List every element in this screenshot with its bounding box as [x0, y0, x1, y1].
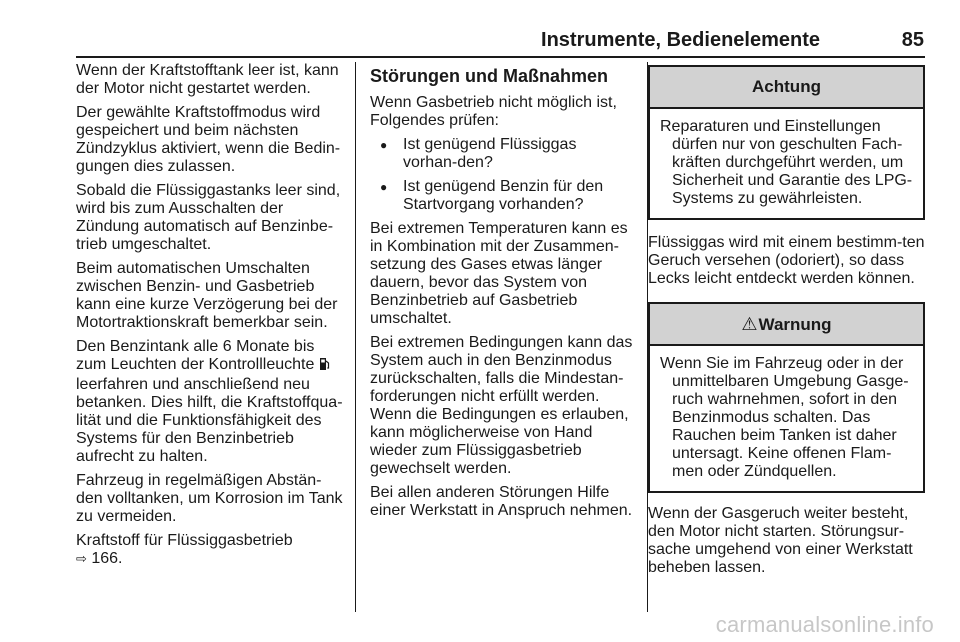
- caution-body: [650, 109, 923, 218]
- reference-arrow-icon: ⇨: [76, 551, 87, 566]
- paragraph: [76, 532, 344, 568]
- paragraph-text: leerfahren und anschließend neu betanken. Dies hilft, die Kraftstoffqua-lität und die Funktionsfähigkeit des Systems für den Benzinbetrieb aufrecht zu halten.: [76, 376, 343, 465]
- fuel-pump-lamp-icon: [319, 357, 330, 376]
- paragraph: Bei extremen Temperaturen kann es in Kombination mit der Zusammen-setzung des Gases etwas länger dauern, bevor das System von Benzinbetrieb auf Gasbetrieb umschaltet.: [370, 220, 628, 327]
- warning-body: [650, 346, 923, 491]
- page-title: Instrumente, Bedienelemente: [541, 29, 820, 51]
- paragraph: Fahrzeug in regelmäßigen Abstän-den volltanken, um Korrosion im Tank zu vermeiden.: [76, 472, 343, 525]
- paragraph: Flüssiggas wird mit einem bestimm-ten Geruch versehen (odoriert), so dass Lecks leicht entdeckt werden können.: [648, 234, 925, 287]
- header-divider: [76, 56, 925, 58]
- caution-box: [648, 65, 925, 220]
- paragraph: Wenn der Kraftstofftank leer ist, kann der Motor nicht gestartet werden.: [76, 62, 339, 97]
- paragraph: Wenn Gasbetrieb nicht möglich ist, Folgendes prüfen:: [370, 94, 617, 129]
- paragraph: Der gewählte Kraftstoffmodus wird gespeichert und beim nächsten Zündzyklus aktiviert, wenn die Bedin-gungen dies zulassen.: [76, 104, 341, 175]
- warning-text: Wenn Sie im Fahrzeug oder in der unmittelbaren Umgebung Gasge-ruch wahrnehmen, sofort in den Benzinmodus schalten. Das Rauchen beim Tanken ist daher untersagt. Keine offenen Flam-men oder Zündquellen.: [660, 355, 909, 480]
- list-item: ● Ist genügend Flüssiggas vorhan-den?: [370, 136, 635, 172]
- list-item: ● Ist genügend Benzin für den Startvorgang vorhanden?: [370, 178, 635, 214]
- left-column: [76, 62, 344, 574]
- warning-header: [650, 304, 923, 346]
- paragraph: Bei extremen Bedingungen kann das System auch in den Benzinmodus zurückschalten, falls die Mindestan-forderungen nicht erfüllt werden. Wenn die Bedingungen es erlauben, kann möglicherweise von Hand wieder zum Flüssiggasbetrieb gewechselt werden.: [370, 334, 633, 477]
- check-list: [370, 136, 635, 214]
- section-heading: Störungen und Maßnahmen: [370, 66, 608, 86]
- paragraph-text: Den Benzintank alle 6 Monate bis zum Leuchten der Kontrollleuchte: [76, 338, 315, 373]
- page-number: 85: [901, 29, 924, 51]
- caution-text: Reparaturen und Einstellungen dürfen nur von geschulten Fach-kräften durchgeführt werden, um Sicherheit und Garantie des LPG-Systems zu gewährleisten.: [660, 118, 913, 207]
- warning-title: Warnung: [758, 315, 832, 334]
- paragraph: Sobald die Flüssiggastanks leer sind, wird bis zum Ausschalten der Zündung automatisch auf Benzinbe-trieb umgeschaltet.: [76, 182, 341, 253]
- watermark: carmanualsonline.info: [715, 612, 934, 637]
- middle-column: [370, 62, 635, 526]
- paragraph: Beim automatischen Umschalten zwischen Benzin- und Gasbetrieb kann eine kurze Verzögerung bei der Motortraktionskraft bemerkbar sein.: [76, 260, 338, 331]
- caution-title: Achtung: [650, 67, 923, 109]
- right-column: [648, 62, 925, 583]
- warning-box: [648, 302, 925, 493]
- paragraph-text: Kraftstoff für Flüssiggasbetrieb: [76, 532, 293, 549]
- column-divider-left: [355, 62, 356, 612]
- paragraph: Bei allen anderen Störungen Hilfe einer Werkstatt in Anspruch nehmen.: [370, 484, 633, 519]
- paragraph: Wenn der Gasgeruch weiter besteht, den Motor nicht starten. Störungsur-sache umgehend von einer Werkstatt beheben lassen.: [648, 505, 913, 576]
- page-reference-link[interactable]: 166.: [91, 550, 123, 567]
- warning-triangle-icon: ⚠: [741, 314, 758, 334]
- paragraph: [76, 338, 344, 466]
